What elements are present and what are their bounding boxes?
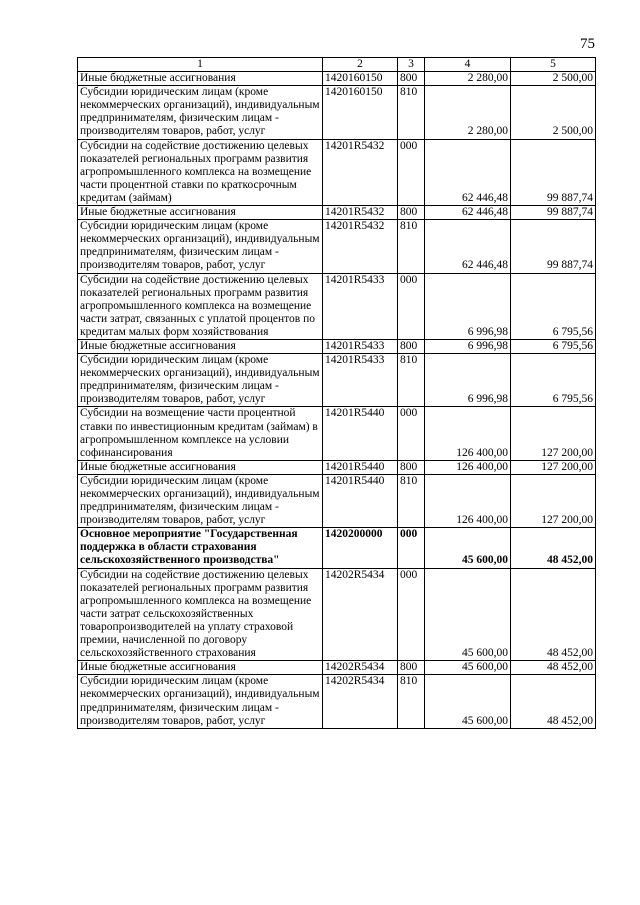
row-code-cell: 1420160150 — [323, 86, 398, 139]
table-row — [78, 139, 596, 205]
row-name-cell: Субсидии юридическим лицам (кроме некоммерческих организаций), индивидуальным предпринимателям, физическим лицам - производителям товаров, работ, услуг — [78, 354, 323, 407]
row-code-cell: 14201R5440 — [323, 460, 398, 474]
row-name-cell: Иные бюджетные ассигнования — [78, 661, 323, 675]
row-kvr-cell: 000 — [398, 528, 425, 568]
row-kvr-cell: 000 — [398, 568, 425, 661]
row-value-col5: 48 452,00 — [511, 568, 596, 661]
row-name-cell: Иные бюджетные ассигнования — [78, 460, 323, 474]
table-row — [78, 675, 596, 728]
table-row — [78, 528, 596, 568]
row-name-cell: Иные бюджетные ассигнования — [78, 72, 323, 86]
row-value-col5: 2 500,00 — [511, 86, 596, 139]
row-code-cell: 14201R5432 — [323, 206, 398, 220]
row-kvr-cell: 800 — [398, 206, 425, 220]
table-row — [78, 474, 596, 527]
row-code-cell: 14201R5440 — [323, 474, 398, 527]
header-col-4: 4 — [425, 58, 511, 72]
row-code-cell: 1420200000 — [323, 528, 398, 568]
row-value-col4: 6 996,98 — [425, 354, 511, 407]
row-value-col5: 127 200,00 — [511, 460, 596, 474]
row-value-col4: 6 996,98 — [425, 339, 511, 353]
row-kvr-cell: 810 — [398, 474, 425, 527]
row-value-col4: 62 446,48 — [425, 206, 511, 220]
table-body — [78, 72, 596, 729]
table-row — [78, 354, 596, 407]
row-code-cell: 14201R5433 — [323, 354, 398, 407]
row-value-col4: 126 400,00 — [425, 474, 511, 527]
row-value-col5: 99 887,74 — [511, 139, 596, 205]
row-name-cell: Иные бюджетные ассигнования — [78, 339, 323, 353]
row-value-col5: 6 795,56 — [511, 273, 596, 339]
row-value-col4: 45 600,00 — [425, 675, 511, 728]
row-code-cell: 14201R5432 — [323, 139, 398, 205]
table-row — [78, 568, 596, 661]
table-row — [78, 407, 596, 460]
row-value-col4: 45 600,00 — [425, 528, 511, 568]
row-value-col4: 126 400,00 — [425, 407, 511, 460]
row-value-col5: 99 887,74 — [511, 220, 596, 273]
row-value-col4: 2 280,00 — [425, 86, 511, 139]
row-value-col4: 6 996,98 — [425, 273, 511, 339]
row-value-col5: 127 200,00 — [511, 474, 596, 527]
row-code-cell: 1420160150 — [323, 72, 398, 86]
row-value-col4: 2 280,00 — [425, 72, 511, 86]
row-code-cell: 14201R5433 — [323, 339, 398, 353]
row-name-cell: Субсидии юридическим лицам (кроме некоммерческих организаций), индивидуальным предпринимателям, физическим лицам - производителям товаров, работ, услуг — [78, 86, 323, 139]
table-row — [78, 206, 596, 220]
row-kvr-cell: 800 — [398, 72, 425, 86]
row-name-cell: Субсидии на содействие достижению целевых показателей региональных программ развития агропромышленного комплекса на возмещение части процентной ставки по краткосрочным кредитам (займам) — [78, 139, 323, 205]
table-row — [78, 339, 596, 353]
table-row — [78, 661, 596, 675]
row-name-cell: Иные бюджетные ассигнования — [78, 206, 323, 220]
row-kvr-cell: 810 — [398, 220, 425, 273]
row-value-col4: 62 446,48 — [425, 139, 511, 205]
row-value-col4: 126 400,00 — [425, 460, 511, 474]
row-code-cell: 14202R5434 — [323, 661, 398, 675]
header-row — [78, 58, 596, 72]
row-value-col5: 48 452,00 — [511, 661, 596, 675]
row-value-col5: 6 795,56 — [511, 339, 596, 353]
row-value-col4: 62 446,48 — [425, 220, 511, 273]
row-value-col5: 48 452,00 — [511, 675, 596, 728]
budget-table — [77, 57, 596, 729]
row-kvr-cell: 800 — [398, 339, 425, 353]
table-row — [78, 86, 596, 139]
header-col-1: 1 — [78, 58, 323, 72]
page-number: 75 — [580, 36, 595, 52]
row-value-col4: 45 600,00 — [425, 568, 511, 661]
table-row — [78, 460, 596, 474]
row-kvr-cell: 000 — [398, 273, 425, 339]
row-code-cell: 14201R5433 — [323, 273, 398, 339]
row-value-col5: 127 200,00 — [511, 407, 596, 460]
row-kvr-cell: 810 — [398, 675, 425, 728]
table-row — [78, 220, 596, 273]
row-name-cell: Субсидии юридическим лицам (кроме некоммерческих организаций), индивидуальным предпринимателям, физическим лицам - производителям товаров, работ, услуг — [78, 675, 323, 728]
table-row — [78, 273, 596, 339]
row-kvr-cell: 000 — [398, 139, 425, 205]
row-name-cell: Субсидии на содействие достижению целевых показателей региональных программ развития агропромышленного комплекса на возмещение части затрат, связанных с уплатой процентов по кредитам малых форм хозяйствования — [78, 273, 323, 339]
row-code-cell: 14202R5434 — [323, 568, 398, 661]
row-value-col5: 48 452,00 — [511, 528, 596, 568]
row-value-col5: 6 795,56 — [511, 354, 596, 407]
row-name-cell: Субсидии юридическим лицам (кроме некоммерческих организаций), индивидуальным предпринимателям, физическим лицам - производителям товаров, работ, услуг — [78, 220, 323, 273]
row-value-col5: 99 887,74 — [511, 206, 596, 220]
row-kvr-cell: 810 — [398, 354, 425, 407]
row-value-col5: 2 500,00 — [511, 72, 596, 86]
row-code-cell: 14201R5432 — [323, 220, 398, 273]
header-col-3: 3 — [398, 58, 425, 72]
row-name-cell: Субсидии на возмещение части процентной ставки по инвестиционным кредитам (займам) в агропромышленном комплексе на условии софинансирования — [78, 407, 323, 460]
row-code-cell: 14202R5434 — [323, 675, 398, 728]
header-col-2: 2 — [323, 58, 398, 72]
row-name-cell: Субсидии юридическим лицам (кроме некоммерческих организаций), индивидуальным предпринимателям, физическим лицам - производителям товаров, работ, услуг — [78, 474, 323, 527]
row-name-cell: Основное мероприятие "Государственная поддержка в области страхования сельскохозяйственного производства" — [78, 528, 323, 568]
row-code-cell: 14201R5440 — [323, 407, 398, 460]
row-kvr-cell: 810 — [398, 86, 425, 139]
row-kvr-cell: 000 — [398, 407, 425, 460]
header-col-5: 5 — [511, 58, 596, 72]
row-name-cell: Субсидии на содействие достижению целевых показателей региональных программ развития агропромышленного комплекса на возмещение части затрат сельскохозяйственных товаропроизводителей на уплату страховой премии, начисленной по договору сельскохозяйственного страхования — [78, 568, 323, 661]
row-kvr-cell: 800 — [398, 661, 425, 675]
table-row — [78, 72, 596, 86]
row-kvr-cell: 800 — [398, 460, 425, 474]
row-value-col4: 45 600,00 — [425, 661, 511, 675]
